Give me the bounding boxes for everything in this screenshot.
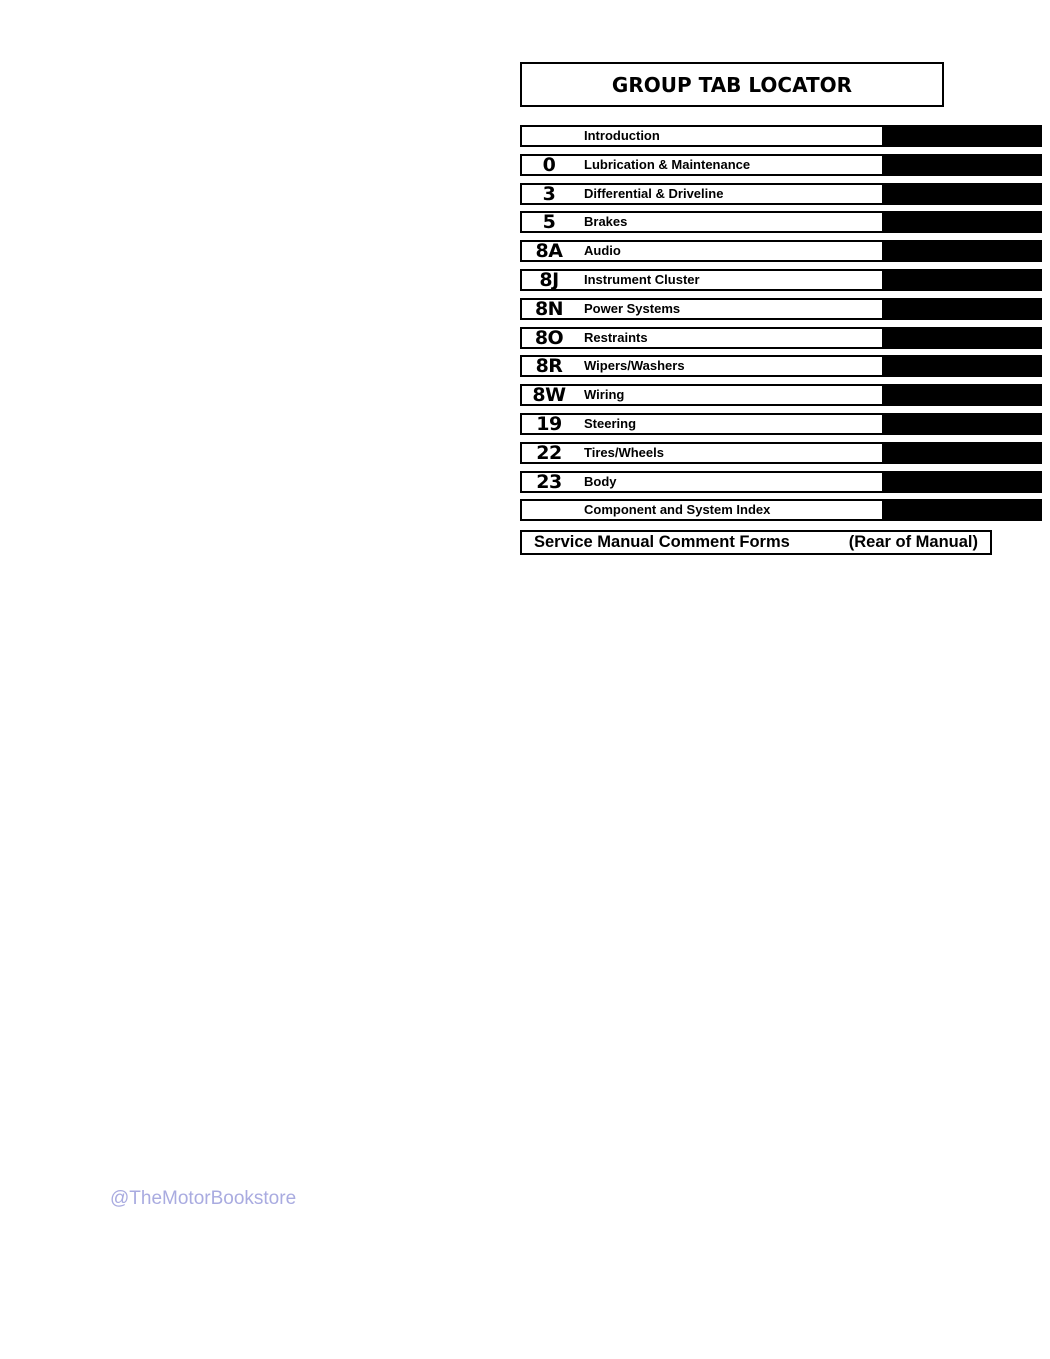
tab-number [522,501,576,519]
tab-box [520,211,884,233]
tab-label: Power Systems [584,300,681,316]
tab-number: 8N [534,297,564,320]
tab-row-wipers-washers[interactable] [520,355,1042,377]
tab-box [520,125,884,147]
tab-marker [882,211,1042,233]
tab-marker [882,240,1042,262]
tab-label: Lubrication & Maintenance [584,156,751,172]
tab-number: 22 [536,441,562,464]
tab-row-power-systems[interactable] [520,298,1042,320]
tab-number: 8R [535,355,563,378]
tab-row-lubrication[interactable] [520,154,1042,176]
tab-label: Introduction [584,128,660,143]
tab-box [520,269,884,291]
tab-box [520,442,884,464]
tab-box [520,413,884,435]
tab-number: 8W [532,384,566,407]
tab-list [520,125,1042,528]
tab-box [520,355,884,377]
tab-number: 23 [536,470,562,493]
tab-number: 19 [536,412,562,435]
page-title: GROUP TAB LOCATOR [611,72,853,97]
tab-number: 3 [542,182,556,205]
tab-row-restraints[interactable] [520,327,1042,349]
tab-number [522,127,576,145]
tab-label: Wipers/Washers [584,358,685,374]
tab-row-brakes[interactable] [520,211,1042,233]
comment-forms-label: Service Manual Comment Forms [534,533,790,551]
tab-box [520,154,884,176]
tab-marker [882,298,1042,320]
tab-label: Body [584,473,617,489]
tab-label: Audio [584,243,621,259]
tab-label: Restraints [584,329,648,345]
tab-row-wiring[interactable] [520,384,1042,406]
tab-row-instrument-cluster[interactable] [520,269,1042,291]
tab-number: 8A [535,240,563,263]
tab-marker [882,471,1042,493]
tab-box [520,240,884,262]
tab-marker [882,154,1042,176]
tab-label: Component and System Index [584,502,771,518]
watermark: @TheMotorBookstore [110,1188,297,1209]
tab-box [520,384,884,406]
tab-marker [882,327,1042,349]
tab-box [520,499,884,521]
tab-marker [882,183,1042,205]
tab-label: Differential & Driveline [584,185,724,201]
tab-row-component-index[interactable] [520,499,1042,521]
tab-row-audio[interactable] [520,240,1042,262]
tab-box [520,298,884,320]
tab-box [520,471,884,493]
tab-marker [882,442,1042,464]
tab-number: 8J [539,268,559,291]
tab-box [520,327,884,349]
tab-label: Tires/Wheels [584,444,664,460]
tab-number: 5 [542,211,556,234]
tab-marker [882,499,1042,521]
tab-number: 0 [542,153,556,176]
tab-row-differential[interactable] [520,183,1042,205]
tab-marker [882,269,1042,291]
comment-forms-location: (Rear of Manual) [848,533,978,551]
tab-box [520,183,884,205]
comment-forms-box[interactable] [520,530,992,555]
tab-label: Instrument Cluster [584,271,700,287]
group-tab-locator-title [520,62,944,107]
tab-marker [882,413,1042,435]
tab-number: 8O [534,326,564,349]
tab-marker [882,355,1042,377]
tab-label: Brakes [584,214,628,230]
tab-marker [882,384,1042,406]
tab-label: Wiring [584,387,625,403]
tab-row-introduction[interactable] [520,125,1042,147]
tab-marker [882,125,1042,147]
tab-row-body[interactable] [520,471,1042,493]
tab-row-tires-wheels[interactable] [520,442,1042,464]
tab-label: Steering [584,415,637,431]
tab-row-steering[interactable] [520,413,1042,435]
